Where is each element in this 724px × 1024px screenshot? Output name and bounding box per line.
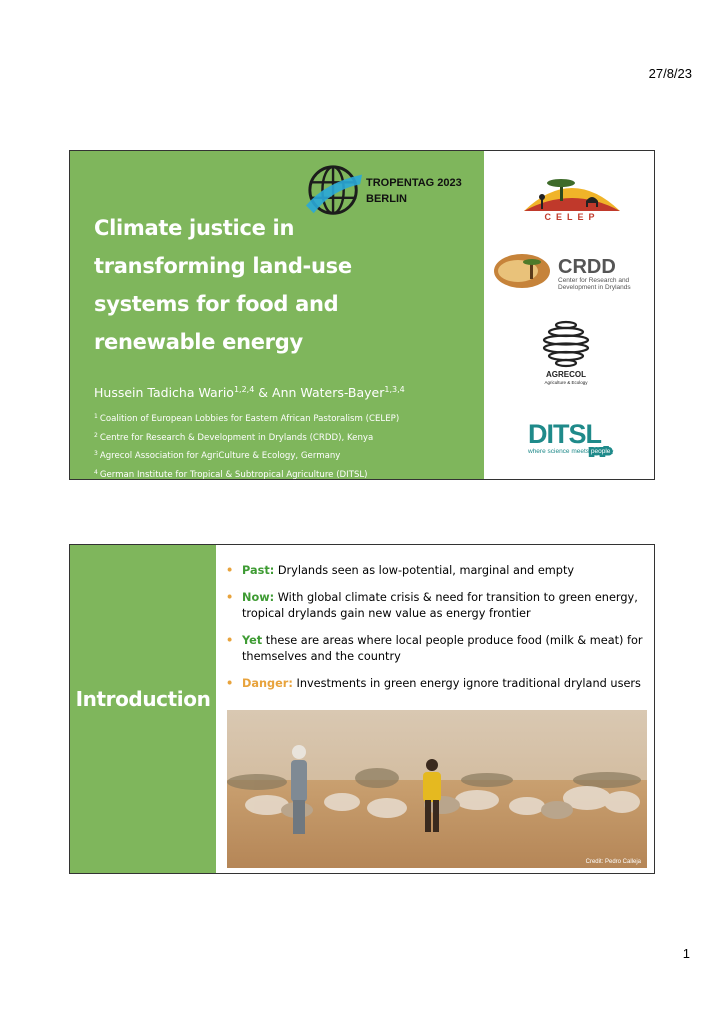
affiliation-item <box>94 465 399 484</box>
agrecol-logo-text: AGRECOL <box>546 370 586 379</box>
bullet-list <box>224 563 648 702</box>
affiliation-text: Centre for Research & Development in Drylands (CRDD), Kenya <box>99 432 374 443</box>
title-line: systems for food and <box>94 292 339 316</box>
bullet-text: Investments in green energy ignore traditional dryland users <box>292 676 641 690</box>
event-name: TROPENTAG 2023 <box>366 177 462 189</box>
title-line: transforming land-use <box>94 254 352 278</box>
affiliations-list <box>94 409 399 483</box>
affiliation-item <box>94 428 399 447</box>
list-item <box>224 633 648 666</box>
section-panel <box>70 545 216 873</box>
bullet-dot-icon: • <box>226 676 234 690</box>
slide-title <box>94 209 394 361</box>
author-separator: & <box>254 385 273 400</box>
agrecol-logo <box>536 319 596 387</box>
celep-logo-text: CELEP <box>544 212 600 222</box>
photo-credit: Credit: Pedro Calleja <box>585 859 641 865</box>
introduction-slide <box>69 544 655 874</box>
bullet-text: these are areas where local people produce food (milk & meat) for themselves and the country <box>242 633 643 663</box>
list-item <box>224 563 648 580</box>
herders-cattle-image <box>227 710 647 868</box>
affiliation-text: Coalition of European Lobbies for Eastern African Pastoralism (CELEP) <box>99 414 400 424</box>
affiliation-text: Agrecol Association for AgriCulture & Ecology, Germany <box>99 451 341 461</box>
celep-logo <box>520 171 624 223</box>
page-number: 1 <box>682 946 690 961</box>
agrecol-logo-subtitle: Agriculture & Ecology <box>544 380 588 385</box>
ditsl-tagline: where science meets people <box>528 448 611 455</box>
bullet-dot-icon: • <box>226 590 234 604</box>
event-label <box>366 175 462 207</box>
author-name: Ann Waters-Bayer <box>272 385 385 400</box>
affiliation-item <box>94 409 399 428</box>
crdd-logo-text: CRDD <box>558 256 616 278</box>
affiliation-number: 4 <box>94 468 98 476</box>
title-line: renewable energy <box>94 330 303 354</box>
crdd-logo-subtitle: Development in Drylands <box>558 284 631 291</box>
bullet-text: Drylands seen as low-potential, marginal and empty <box>274 564 575 577</box>
bullet-dot-icon: • <box>226 633 234 647</box>
author-affiliation-marks: 1,2,4 <box>233 385 255 394</box>
affiliation-number: 3 <box>94 450 98 457</box>
authors-line <box>94 385 405 400</box>
bullet-keyword: Yet <box>242 633 263 647</box>
author-name: Hussein Tadicha Wario <box>94 385 234 400</box>
bullet-keyword: Danger: <box>242 676 293 690</box>
bullet-keyword: Past: <box>242 564 275 577</box>
title-panel <box>70 151 484 479</box>
ditsl-logo <box>526 417 622 457</box>
print-date: 27/8/23 <box>648 66 692 81</box>
author-affiliation-marks: 1,3,4 <box>384 385 405 394</box>
title-slide <box>69 150 655 480</box>
list-item <box>224 590 648 623</box>
bullet-keyword: Now: <box>242 590 275 604</box>
affiliation-item <box>94 446 399 465</box>
herders-photo <box>227 710 647 868</box>
bullet-text: With global climate crisis & need for transition to green energy, tropical drylands gain new value as energy frontier <box>242 590 638 620</box>
event-city: BERLIN <box>366 193 407 205</box>
affiliation-number: 2 <box>94 431 98 439</box>
list-item <box>224 676 648 693</box>
title-line: Climate justice in <box>94 216 295 240</box>
bullet-dot-icon: • <box>226 564 234 577</box>
section-title: Introduction <box>75 687 211 711</box>
ditsl-logo-text: DITSL <box>528 419 601 449</box>
affiliation-text: German Institute for Tropical & Subtropical Agriculture (DITSL) <box>99 469 368 480</box>
partner-logos-panel <box>484 151 654 479</box>
crdd-logo <box>492 251 642 291</box>
crdd-logo-subtitle: Center for Research and <box>558 277 630 284</box>
affiliation-number: 1 <box>94 413 98 420</box>
